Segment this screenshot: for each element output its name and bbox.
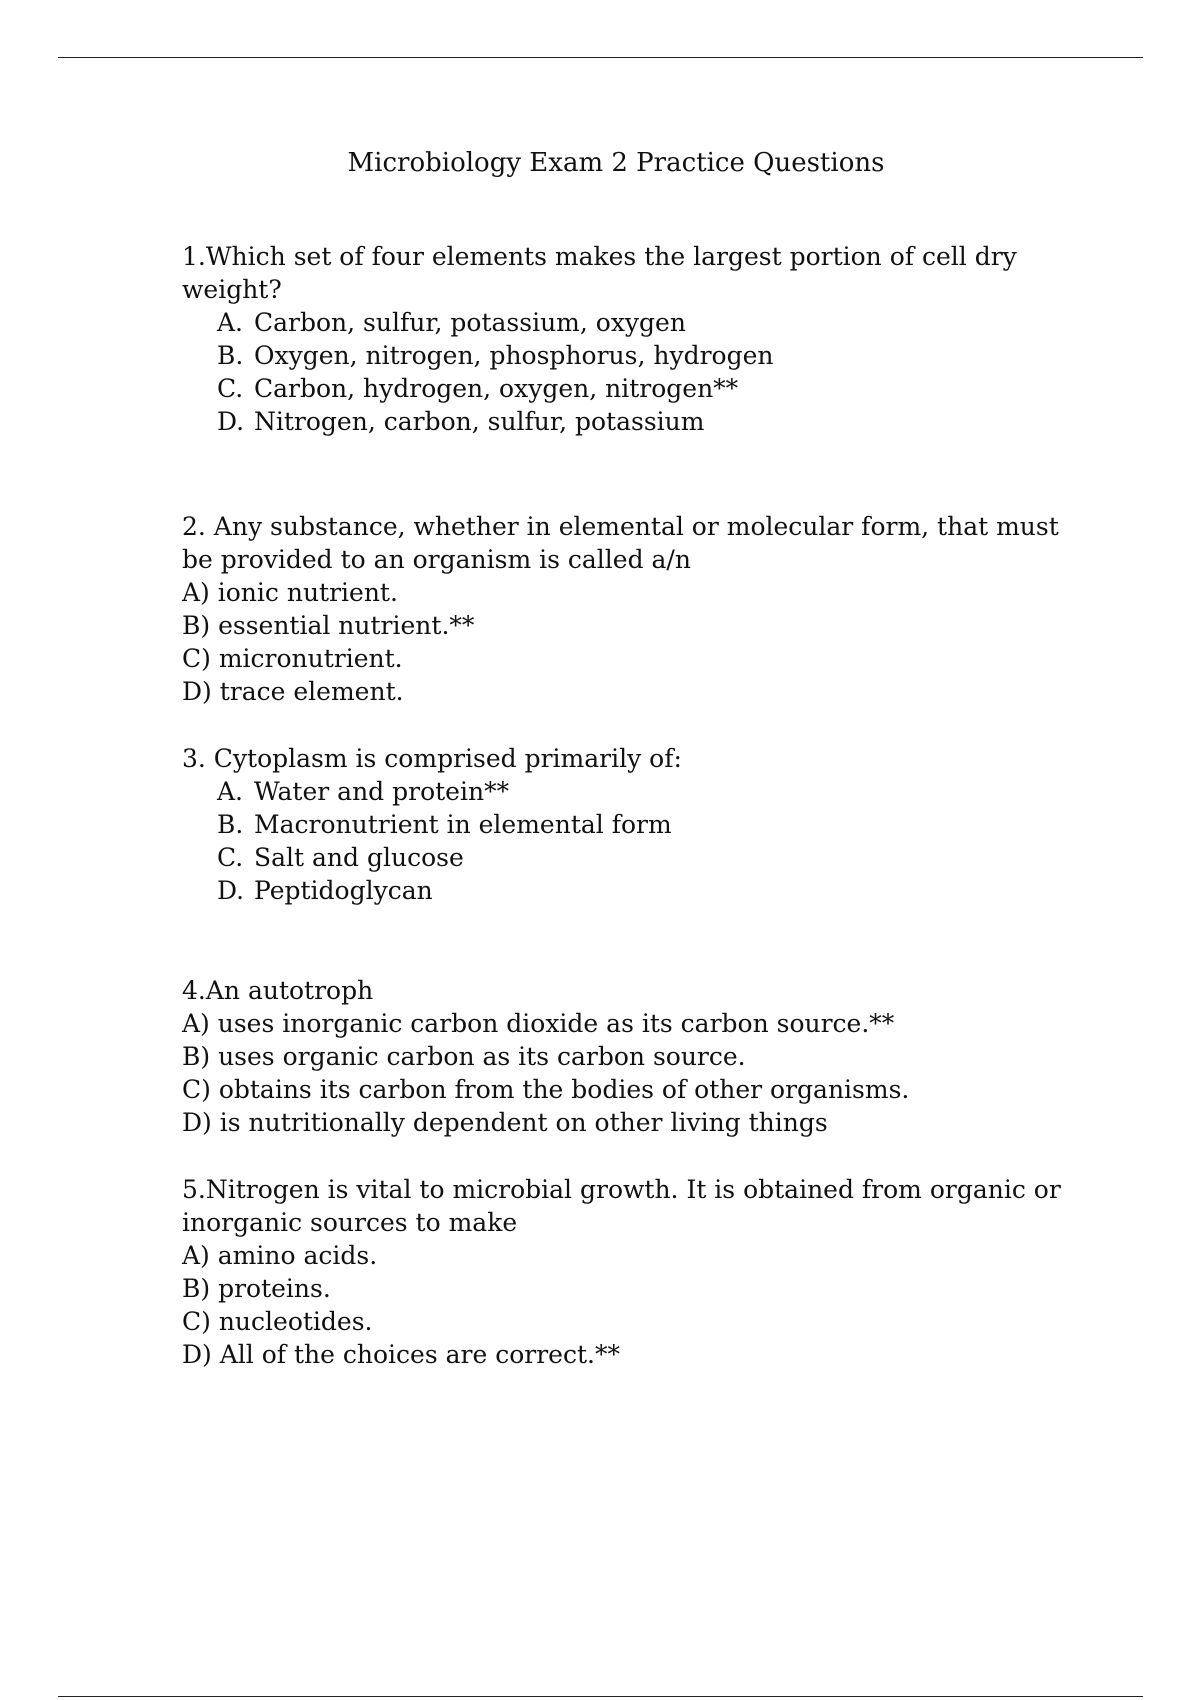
option: B) proteins.	[182, 1274, 331, 1303]
option	[182, 372, 1062, 405]
option: A) uses inorganic carbon dioxide as its carbon source.**	[182, 1009, 895, 1038]
question-1	[182, 240, 1062, 438]
option: D) trace element.	[182, 677, 404, 706]
option: C) nucleotides.	[182, 1307, 373, 1336]
option	[182, 841, 1062, 874]
option-letter: C.	[217, 374, 244, 403]
option	[182, 306, 1062, 339]
option	[182, 339, 1062, 372]
question-stem: 2. Any substance, whether in elemental or molecular form, that must be provided to an organism is called a/n	[182, 512, 1059, 574]
option: C) micronutrient.	[182, 644, 403, 673]
option-text: Carbon, hydrogen, oxygen, nitrogen**	[254, 374, 739, 403]
option	[182, 808, 1062, 841]
option	[182, 874, 1062, 907]
option-letter: B.	[217, 810, 244, 839]
option: D) is nutritionally dependent on other living things	[182, 1108, 828, 1137]
option-list	[182, 576, 1062, 708]
option-list	[182, 775, 1062, 907]
option	[182, 405, 1062, 438]
question-2	[182, 510, 1062, 708]
option-letter: D.	[217, 407, 245, 436]
option: A) ionic nutrient.	[182, 578, 398, 607]
option-letter: A.	[217, 777, 244, 806]
question-stem: 3. Cytoplasm is comprised primarily of:	[182, 744, 682, 773]
page-title: Microbiology Exam 2 Practice Questions	[347, 148, 885, 178]
option: C) obtains its carbon from the bodies of other organisms.	[182, 1075, 910, 1104]
option-letter: C.	[217, 843, 244, 872]
option	[182, 775, 1062, 808]
option-letter: B.	[217, 341, 244, 370]
option-text: Carbon, sulfur, potassium, oxygen	[254, 308, 686, 337]
question-4	[182, 974, 1062, 1139]
question-stem: 5.Nitrogen is vital to microbial growth. It is obtained from organic or inorganic sources to make	[182, 1175, 1061, 1237]
question-5	[182, 1173, 1062, 1371]
option: B) essential nutrient.**	[182, 611, 475, 640]
option-list	[182, 1007, 1062, 1139]
option-text: Water and protein**	[254, 777, 510, 806]
option-letter: A.	[217, 308, 244, 337]
question-stem: 1.Which set of four elements makes the largest portion of cell dry weight?	[182, 242, 1017, 304]
option-list	[182, 306, 1062, 438]
question-3	[182, 742, 1062, 907]
option-text: Salt and glucose	[254, 843, 464, 872]
option: A) amino acids.	[182, 1241, 378, 1270]
option-text: Oxygen, nitrogen, phosphorus, hydrogen	[254, 341, 774, 370]
option-letter: D.	[217, 876, 245, 905]
option-text: Peptidoglycan	[254, 876, 433, 905]
option-list	[182, 1239, 1062, 1371]
option: D) All of the choices are correct.**	[182, 1340, 620, 1369]
option: B) uses organic carbon as its carbon source.	[182, 1042, 746, 1071]
top-divider	[58, 57, 1143, 58]
option-text: Nitrogen, carbon, sulfur, potassium	[254, 407, 705, 436]
option-text: Macronutrient in elemental form	[254, 810, 672, 839]
question-stem: 4.An autotroph	[182, 976, 374, 1005]
bottom-divider	[58, 1696, 1143, 1697]
